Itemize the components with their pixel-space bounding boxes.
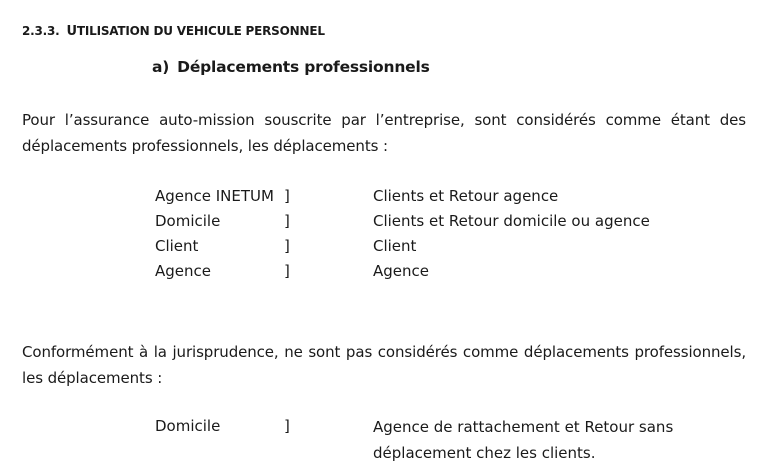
trip-destination: Clients et Retour agence	[373, 187, 559, 205]
subsection-title: Déplacements professionnels	[177, 58, 430, 76]
trip-separator: ]	[284, 237, 290, 255]
trip-origin: Domicile	[155, 417, 221, 435]
section-heading	[22, 24, 325, 39]
trip-row	[0, 184, 780, 209]
trip-origin: Client	[155, 237, 199, 255]
trip-destination: Client	[373, 237, 417, 255]
trip-destination: Clients et Retour domicile ou agence	[373, 212, 650, 230]
trip-row	[0, 209, 780, 234]
subsection-letter: a)	[152, 58, 170, 76]
jurisprudence-paragraph: Conformément à la jurisprudence, ne sont pas considérés comme déplacements professionnels, les déplacements :	[22, 343, 746, 387]
intro-paragraph: Pour l’assurance auto-mission souscrite par l’entreprise, sont considérés comme étant des déplacements professionnels, les déplacements :	[22, 111, 746, 155]
trip-row	[0, 234, 780, 259]
section-title-rest: TILISATION DU VEHICULE PERSONNEL	[76, 24, 325, 38]
subsection-heading	[152, 58, 430, 76]
section-title-initial: U	[66, 24, 77, 39]
section-number: 2.3.3.	[22, 24, 60, 38]
trip-row	[0, 259, 780, 284]
trip-origin: Domicile	[155, 212, 221, 230]
trip-destination: Agence	[373, 262, 429, 280]
trip-separator: ]	[284, 417, 290, 435]
trip-destination: Agence de rattachement et Retour sans déplacement chez les clients.	[373, 418, 674, 462]
trip-separator: ]	[284, 187, 290, 205]
trip-origin: Agence	[155, 262, 211, 280]
trip-origin: Agence INETUM	[155, 187, 274, 205]
trip-separator: ]	[284, 262, 290, 280]
trip-separator: ]	[284, 212, 290, 230]
trip-row	[0, 414, 780, 466]
